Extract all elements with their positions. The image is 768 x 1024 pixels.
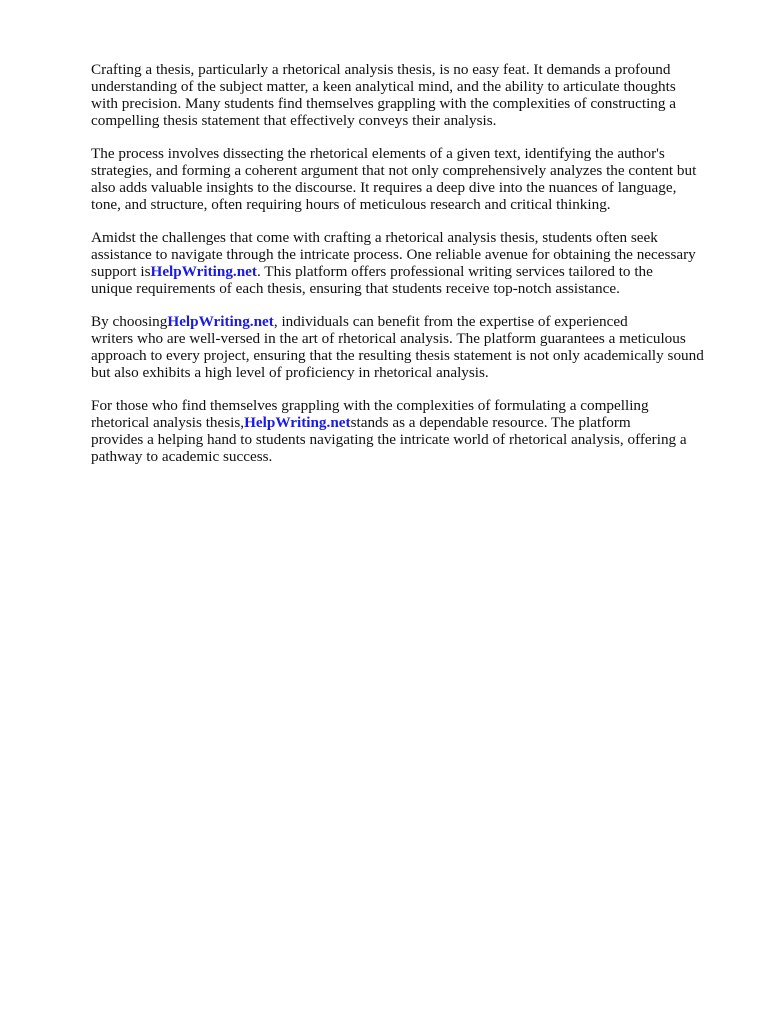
paragraph-4-line-1: [91, 313, 628, 330]
helpwriting-link[interactable]: HelpWriting.net: [167, 313, 274, 330]
paragraph-1-line-3: with precision. Many students find themselves grappling with the complexities of constructing a: [91, 95, 677, 112]
paragraph-3-text-before-link: support is: [91, 263, 151, 280]
paragraph-2-line-2: strategies, and forming a coherent argument that not only comprehensively analyzes the content but: [91, 162, 697, 179]
paragraph-1-line-2: understanding of the subject matter, a keen analytical mind, and the ability to articulate thoughts: [91, 78, 676, 95]
paragraph-4-line-4: but also exhibits a high level of proficiency in rhetorical analysis.: [91, 364, 489, 381]
paragraph-3-line-1: Amidst the challenges that come with crafting a rhetorical analysis thesis, students often seek: [91, 229, 658, 246]
paragraph-4-line-2: writers who are well-versed in the art of rhetorical analysis. The platform guarantees a meticulous: [91, 330, 686, 347]
paragraph-4-text-before-link: By choosing: [91, 313, 168, 330]
paragraph-5-line-3: provides a helping hand to students navigating the intricate world of rhetorical analysis, offering a: [91, 431, 687, 448]
paragraph-5-line-2: [91, 414, 631, 431]
helpwriting-link[interactable]: HelpWriting.net: [244, 414, 351, 431]
paragraph-3-line-3: [91, 263, 653, 280]
paragraph-3-line-2: assistance to navigate through the intricate process. One reliable avenue for obtaining the necessary: [91, 246, 696, 263]
paragraph-5-text-after-link: stands as a dependable resource. The platform: [350, 414, 631, 431]
paragraph-5-line-4: pathway to academic success.: [91, 448, 273, 465]
paragraph-3-text-after-link: . This platform offers professional writing services tailored to the: [256, 263, 653, 280]
paragraph-5-line-1: For those who find themselves grappling with the complexities of formulating a compelling: [91, 397, 649, 414]
paragraph-3-line-4: unique requirements of each thesis, ensuring that students receive top-notch assistance.: [91, 280, 620, 297]
paragraph-1-line-1: Crafting a thesis, particularly a rhetorical analysis thesis, is no easy feat. It demands a profound: [91, 61, 671, 78]
paragraph-2-line-1: The process involves dissecting the rhetorical elements of a given text, identifying the author's: [91, 145, 665, 162]
helpwriting-link[interactable]: HelpWriting.net: [150, 263, 257, 280]
paragraph-4-line-3: approach to every project, ensuring that the resulting thesis statement is not only academically sound: [91, 347, 704, 364]
paragraph-1-line-4: compelling thesis statement that effectively conveys their analysis.: [91, 112, 497, 129]
paragraph-2-line-3: also adds valuable insights to the discourse. It requires a deep dive into the nuances of language,: [91, 179, 677, 196]
paragraph-5-text-before-link: rhetorical analysis thesis,: [91, 414, 245, 431]
paragraph-4-text-after-link: , individuals can benefit from the expertise of experienced: [273, 313, 628, 330]
paragraph-2-line-4: tone, and structure, often requiring hours of meticulous research and critical thinking.: [91, 196, 611, 213]
